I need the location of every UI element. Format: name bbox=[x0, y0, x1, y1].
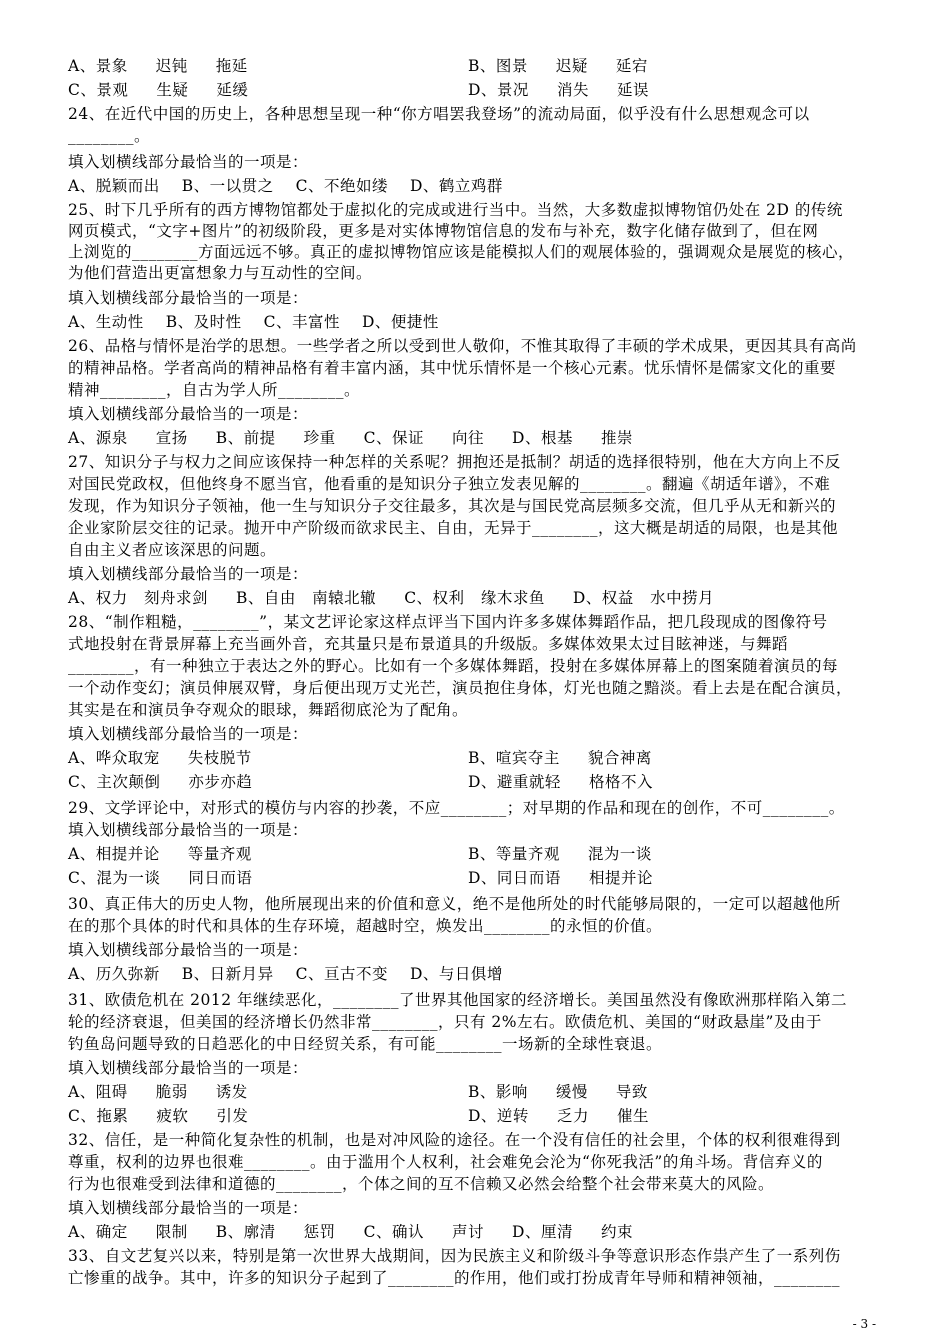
q29-prompt: 填入划横线部分最恰当的一项是： bbox=[68, 821, 309, 839]
q26-stem-line: 精神________，自古为学人所________。 bbox=[68, 381, 361, 399]
q28-option-b: B、喧宾夺主 貌合神离 bbox=[468, 749, 652, 767]
q26-options: A、源泉 宣扬 B、前提 珍重 C、保证 向往 D、根基 推崇 bbox=[68, 429, 633, 447]
q31-stem-line: 轮的经济衰退，但美国的经济增长仍然非常________，只有 2%左右。欧债危机、美国的“财政悬崖”及由于 bbox=[68, 1013, 822, 1031]
q29-stem-line: 29、文学评论中，对形式的模仿与内容的抄袭，不应________；对早期的作品和现在的创作，不可________。 bbox=[68, 799, 845, 817]
q30-prompt: 填入划横线部分最恰当的一项是： bbox=[68, 941, 309, 959]
q24-prompt: 填入划横线部分最恰当的一项是： bbox=[68, 153, 309, 171]
q23-option-c: C、景观 生疑 延缓 bbox=[68, 81, 249, 99]
q25-options: A、生动性 B、及时性 C、丰富性 D、便捷性 bbox=[68, 313, 439, 331]
q25-stem-line: 为他们营造出更富想象力与互动性的空间。 bbox=[68, 264, 373, 282]
q24-stem-line: ________。 bbox=[68, 127, 151, 145]
q27-stem-line: 发现，作为知识分子领袖，他一生与知识分子交往最多，其次是与国民党高层频多交流，但几乎从无和新兴的 bbox=[68, 497, 837, 515]
page-number: - 3 - bbox=[852, 1317, 876, 1331]
q30-options: A、历久弥新 B、日新月异 C、亘古不变 D、与日俱增 bbox=[68, 965, 503, 983]
q31-stem-line: 钓鱼岛问题导致的日趋恶化的中日经贸关系，有可能________一场新的全球性衰退。 bbox=[68, 1035, 663, 1053]
q26-stem-line: 的精神品格。学者高尚的精神品格有着丰富内涵，其中忧乐情怀是一个核心元素。忧乐情怀是儒家文化的重要 bbox=[68, 359, 837, 377]
q31-stem-line: 31、欧债危机在 2012 年继续恶化，________了世界其他国家的经济增长。美国虽然没有像欧洲那样陷入第二 bbox=[68, 991, 848, 1009]
q25-stem-line: 25、时下几乎所有的西方博物馆都处于虚拟化的完成或进行当中。当然，大多数虚拟博物馆仍处在 2D 的传统 bbox=[68, 201, 843, 219]
q25-prompt: 填入划横线部分最恰当的一项是： bbox=[68, 289, 309, 307]
q31-option-c: C、拖累 疲软 引发 bbox=[68, 1107, 249, 1125]
q32-stem-line: 32、信任，是一种简化复杂性的机制，也是对冲风险的途径。在一个没有信任的社会里，个体的权利很难得到 bbox=[68, 1131, 841, 1149]
q31-option-d: D、逆转 乏力 催生 bbox=[468, 1107, 649, 1125]
q28-stem-line: 其实是在和演员争夺观众的眼球，舞蹈彻底沦为了配角。 bbox=[68, 701, 469, 719]
q32-options: A、确定 限制 B、廓清 惩罚 C、确认 声讨 D、厘清 约束 bbox=[68, 1223, 633, 1241]
q28-stem-line: 28、“制作粗糙，________”，某文艺评论家这样点评当下国内许多多媒体舞蹈作品，把几段现成的图像符号 bbox=[68, 613, 828, 631]
q29-option-d: D、同日而语 相提并论 bbox=[468, 869, 653, 887]
q27-stem-line: 对国民党政权，但他终身不愿当官，他看重的是知识分子独立发表见解的________。翻遍《胡适年谱》，不难 bbox=[68, 475, 831, 493]
q31-option-b: B、影响 缓慢 导致 bbox=[468, 1083, 648, 1101]
q27-stem-line: 自由主义者应该深思的问题。 bbox=[68, 541, 277, 559]
q27-options: A、权力 刻舟求剑 B、自由 南辕北辙 C、权利 缘木求鱼 D、权益 水中捞月 bbox=[68, 589, 715, 607]
q23-option-b: B、图景 迟疑 延宕 bbox=[468, 57, 648, 75]
q24-options: A、脱颖而出 B、一以贯之 C、不绝如缕 D、鹤立鸡群 bbox=[68, 177, 503, 195]
q25-stem-line: 网页模式，“文字+图片”的初级阶段，更多是对实体博物馆信息的发布与补充，数字化储存做到了，但在网 bbox=[68, 222, 819, 240]
q28-stem-line: 式地投射在背景屏幕上充当画外音，充其量只是布景道具的升级版。多媒体效果太过目眩神迷，与舞蹈 bbox=[68, 635, 789, 653]
q32-stem-line: 尊重，权利的边界也很难________。由于滥用个人权利，社会难免会沦为“你死我活”的角斗场。背信弃义的 bbox=[68, 1153, 823, 1171]
q27-stem-line: 企业家阶层交往的记录。抛开中产阶级而欲求民主、自由，无异于________，这大概是胡适的局限，也是其他 bbox=[68, 519, 839, 537]
q23-option-a: A、景象 迟钝 拖延 bbox=[68, 57, 248, 75]
q33-stem-line: 33、自文艺复兴以来，特别是第一次世界大战期间，因为民族主义和阶级斗争等意识形态作祟产生了一系列伤 bbox=[68, 1247, 841, 1265]
q30-stem-line: 在的那个具体的时代和具体的生存环境，超越时空，焕发出________的永恒的价值。 bbox=[68, 917, 663, 935]
q30-stem-line: 30、真正伟大的历史人物，他所展现出来的价值和意义，绝不是他所处的时代能够局限的，一定可以超越他所 bbox=[68, 895, 841, 913]
q23-option-d: D、景况 消失 延误 bbox=[468, 81, 649, 99]
q33-stem-line: 亡惨重的战争。其中，许多的知识分子起到了________的作用，他们或打扮成青年导师和精神领袖，________ bbox=[68, 1269, 841, 1287]
q29-option-b: B、等量齐观 混为一谈 bbox=[468, 845, 652, 863]
q27-prompt: 填入划横线部分最恰当的一项是： bbox=[68, 565, 309, 583]
q31-prompt: 填入划横线部分最恰当的一项是： bbox=[68, 1059, 309, 1077]
q28-stem-line: 一个动作变幻；演员伸展双臂，身后便出现万丈光芒，演员抱住身体，灯光也随之黯淡。看上去是在配合演员， bbox=[68, 679, 853, 697]
q26-prompt: 填入划横线部分最恰当的一项是： bbox=[68, 405, 309, 423]
q25-stem-line: 上浏览的________方面远远不够。真正的虚拟博物馆应该是能模拟人们的观展体验的，强调观众是展览的核心， bbox=[68, 243, 855, 261]
q26-stem-line: 26、品格与情怀是治学的思想。一些学者之所以受到世人敬仰，不惟其取得了丰硕的学术成果，更因其具有高尚 bbox=[68, 337, 857, 355]
q28-stem-line: ________，有一种独立于表达之外的野心。比如有一个多媒体舞蹈，投射在多媒体屏幕上的图案随着演员的每 bbox=[68, 657, 839, 675]
q28-option-d: D、避重就轻 格格不入 bbox=[468, 773, 653, 791]
q29-option-a: A、相提并论 等量齐观 bbox=[68, 845, 252, 863]
q31-option-a: A、阻碍 脆弱 诱发 bbox=[68, 1083, 248, 1101]
q29-option-c: C、混为一谈 同日而语 bbox=[68, 869, 253, 887]
q32-stem-line: 行为也很难受到法律和道德的________，个体之间的互不信赖又必然会给整个社会带来莫大的风险。 bbox=[68, 1175, 775, 1193]
q24-stem-line: 24、在近代中国的历史上，各种思想呈现一种“你方唱罢我登场”的流动局面，似乎没有什么思想观念可以 bbox=[68, 105, 810, 123]
q28-option-a: A、哗众取宠 失枝脱节 bbox=[68, 749, 252, 767]
q28-option-c: C、主次颠倒 亦步亦趋 bbox=[68, 773, 253, 791]
q27-stem-line: 27、知识分子与权力之间应该保持一种怎样的关系呢？拥抱还是抵制？胡适的选择很特别，他在大方向上不反 bbox=[68, 453, 841, 471]
q32-prompt: 填入划横线部分最恰当的一项是： bbox=[68, 1199, 309, 1217]
q28-prompt: 填入划横线部分最恰当的一项是： bbox=[68, 725, 309, 743]
